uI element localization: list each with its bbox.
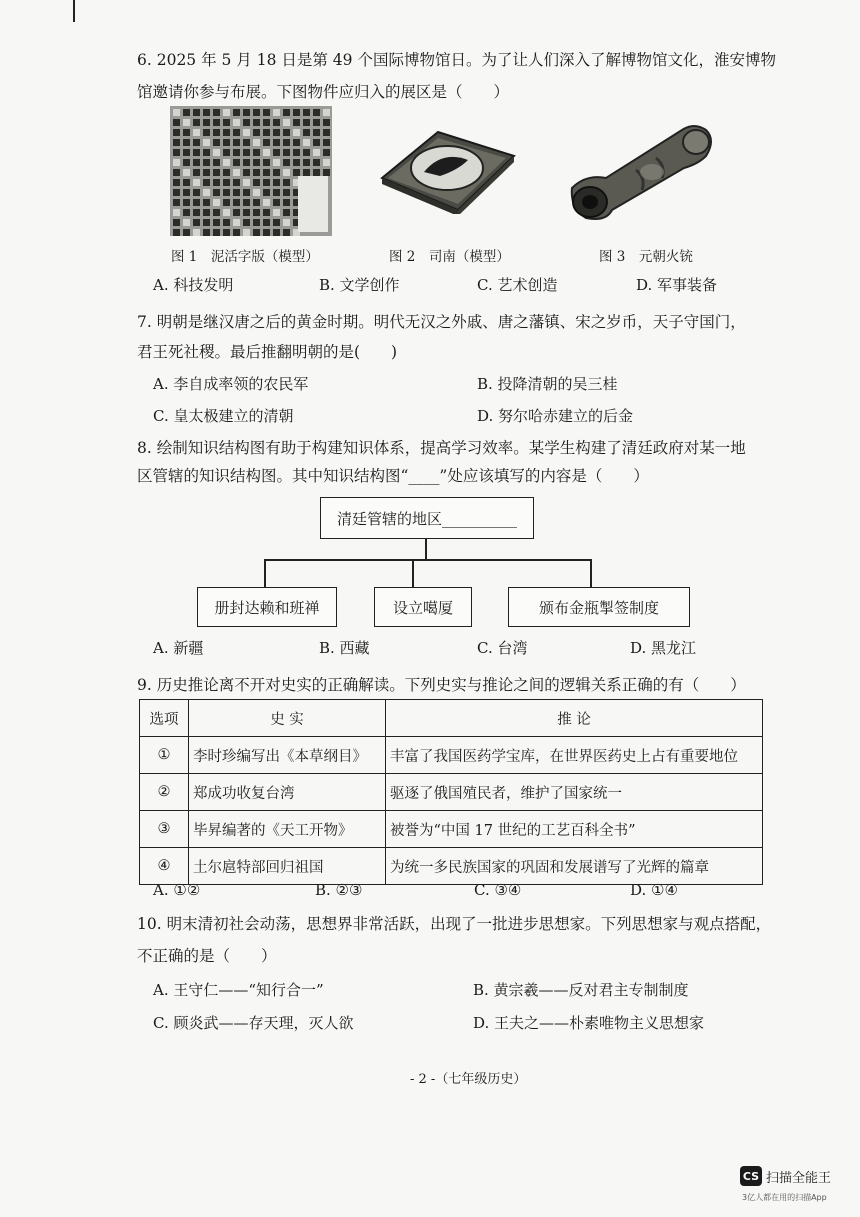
header-option: 选项 — [140, 700, 189, 737]
history-inference-table — [139, 699, 763, 885]
row-inference: 丰富了我国医药学宝库，在世界医药史上占有重要地位 — [386, 737, 763, 774]
diagram-child-label-2: 设立噶厦 — [392, 598, 453, 617]
page-footer: - 2 -（七年级历史） — [410, 1072, 527, 1087]
row-fact: 李时珍编写出《本草纲目》 — [189, 737, 386, 774]
q6-line1: 6. 2025 年 5 月 18 日是第 49 个国际博物馆日。为了让人们深入了解博物馆文化，淮安博物 — [137, 51, 776, 69]
diagram-connector-horizontal — [264, 559, 591, 561]
q6-option-b[interactable]: B. 文学创作 — [319, 276, 400, 294]
q7-option-b[interactable]: B. 投降清朝的吴三桂 — [477, 375, 618, 393]
q8-option-b[interactable]: B. 西藏 — [319, 639, 370, 657]
row-fact: 土尔扈特部回归祖国 — [189, 848, 386, 885]
q7-option-d[interactable]: D. 努尔哈赤建立的后金 — [477, 407, 634, 425]
scanner-app-name: 扫描全能王 — [766, 1171, 832, 1186]
q8-line1: 8. 绘制知识结构图有助于构建知识体系，提高学习效率。某学生构建了清廷政府对某一地 — [137, 439, 746, 457]
q9-option-a[interactable]: A. ①② — [153, 881, 201, 899]
header-inference: 推 论 — [386, 700, 763, 737]
table-row — [140, 848, 763, 885]
row-number: ④ — [140, 848, 189, 885]
row-number: ③ — [140, 811, 189, 848]
q10-line2: 不正确的是（ ） — [137, 947, 277, 965]
scanner-app-tagline: 3亿人都在用的扫描App — [742, 1193, 827, 1202]
q7-option-c[interactable]: C. 皇太极建立的清朝 — [153, 407, 294, 425]
q6-option-d[interactable]: D. 军事装备 — [636, 276, 718, 294]
q10-option-b[interactable]: B. 黄宗羲——反对君主专制制度 — [473, 981, 689, 999]
q7-line2: 君王死社稷。最后推翻明朝的是( ) — [137, 343, 398, 361]
diagram-child-box-1 — [197, 587, 337, 627]
scanner-logo-icon: CS — [740, 1166, 762, 1186]
diagram-connector-vertical — [425, 538, 427, 560]
diagram-child-box-3 — [508, 587, 690, 627]
diagram-child-label-3: 颁布金瓶掣签制度 — [538, 598, 659, 617]
q6-line2: 馆邀请你参与布展。下图物件应归入的展区是（ ） — [137, 83, 510, 101]
q8-option-d[interactable]: D. 黑龙江 — [630, 639, 697, 657]
q7-option-a[interactable]: A. 李自成率领的农民军 — [153, 375, 309, 393]
figure3-caption: 图 3 元朝火铳 — [599, 249, 693, 265]
q9-option-c[interactable]: C. ③④ — [474, 881, 522, 899]
figure2-caption: 图 2 司南（模型） — [389, 249, 510, 265]
diagram-connector-right — [590, 559, 592, 587]
row-fact: 毕昇编著的《天工开物》 — [189, 811, 386, 848]
row-inference: 被誉为“中国 17 世纪的工艺百科全书” — [386, 811, 763, 848]
header-fact: 史 实 — [189, 700, 386, 737]
table-row — [140, 811, 763, 848]
diagram-child-box-2 — [374, 587, 472, 627]
table-row — [140, 737, 763, 774]
row-inference: 为统一多民族国家的巩固和发展谱写了光辉的篇章 — [386, 848, 763, 885]
yuan-fire-lance-image — [566, 118, 722, 228]
diagram-child-label-1: 册封达赖和班禅 — [214, 598, 320, 617]
diagram-connector-middle — [412, 559, 414, 587]
row-number: ② — [140, 774, 189, 811]
q6-option-a[interactable]: A. 科技发明 — [153, 276, 234, 294]
q10-option-a[interactable]: A. 王守仁——“知行合一” — [153, 981, 324, 999]
figure1-caption: 图 1 泥活字版（模型） — [171, 249, 319, 265]
diagram-connector-left — [264, 559, 266, 587]
scan-edge-mark — [73, 0, 75, 22]
q8-line2: 区管辖的知识结构图。其中知识结构图“____”处应该填写的内容是（ ） — [137, 467, 649, 485]
q7-line1: 7. 明朝是继汉唐之后的黄金时期。明代无汉之外戚、唐之藩镇、宋之岁币，天子守国门， — [137, 313, 746, 331]
q10-option-c[interactable]: C. 顾炎武——存天理，灭人欲 — [153, 1014, 354, 1032]
movable-type-plate-image — [170, 106, 332, 236]
row-fact: 郑成功收复台湾 — [189, 774, 386, 811]
sinan-compass-image — [372, 126, 520, 214]
q6-option-c[interactable]: C. 艺术创造 — [477, 276, 558, 294]
q10-option-d[interactable]: D. 王夫之——朴素唯物主义思想家 — [473, 1014, 705, 1032]
table-row — [140, 774, 763, 811]
q9-option-b[interactable]: B. ②③ — [315, 881, 363, 899]
q8-option-a[interactable]: A. 新疆 — [153, 639, 204, 657]
q9-option-d[interactable]: D. ①④ — [630, 881, 678, 899]
q9-line1: 9. 历史推论离不开对史实的正确解读。下列史实与推论之间的逻辑关系正确的有（ ） — [137, 676, 746, 694]
diagram-top-label: 清廷管辖的地区__________ — [336, 509, 517, 528]
q8-option-c[interactable]: C. 台湾 — [477, 639, 528, 657]
diagram-top-box — [320, 497, 534, 539]
row-inference: 驱逐了俄国殖民者，维护了国家统一 — [386, 774, 763, 811]
table-header-row — [140, 700, 763, 737]
q10-line1: 10. 明末清初社会动荡，思想界非常活跃，出现了一批进步思想家。下列思想家与观点搭配， — [137, 915, 772, 933]
row-number: ① — [140, 737, 189, 774]
